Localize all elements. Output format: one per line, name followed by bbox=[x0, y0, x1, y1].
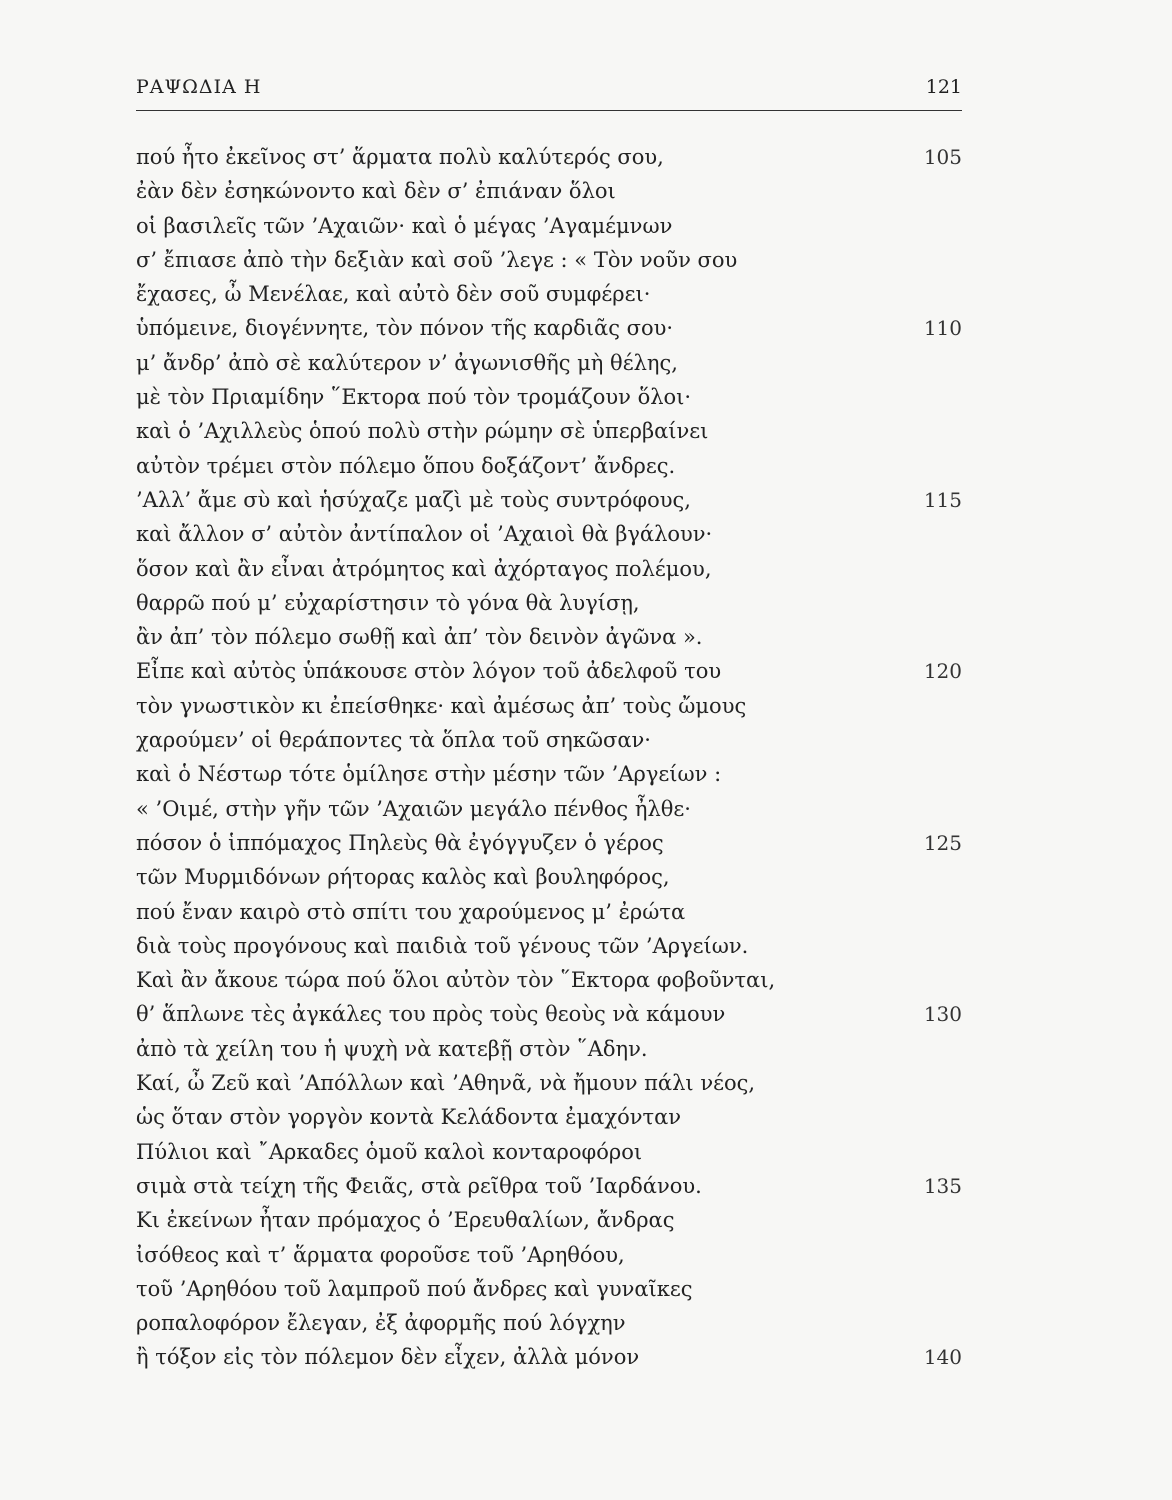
verse-text: Πύλιοι καὶ ῎Αρκαδες ὁμοῦ καλοὶ κονταροφόροι bbox=[136, 1139, 643, 1164]
line-number: 135 bbox=[923, 1173, 962, 1198]
verse-line bbox=[136, 860, 962, 894]
verse-line bbox=[136, 1238, 962, 1272]
verse-text: αὐτὸν τρέμει στὸν πόλεμο ὅπου δοξάζοντ’ ἄνδρες. bbox=[136, 453, 676, 478]
verse-text: ἢ τόξον εἰς τὸν πόλεμον δὲν εἶχεν, ἀλλὰ μόνον bbox=[136, 1345, 640, 1370]
verse-line bbox=[136, 243, 962, 277]
verse-text: τοῦ ’Αρηθόου τοῦ λαμπροῦ πού ἄνδρες καὶ γυναῖκες bbox=[136, 1276, 693, 1301]
verse-block bbox=[136, 140, 962, 1375]
verse-text: Εἶπε καὶ αὐτὸς ὑπάκουσε στὸν λόγον τοῦ ἀδελφοῦ του bbox=[136, 659, 722, 684]
line-number: 120 bbox=[923, 659, 962, 684]
verse-line bbox=[136, 1100, 962, 1134]
verse-text: θ’ ἅπλωνε τὲς ἀγκάλες του πρὸς τοὺς θεοὺς νὰ κάμουν bbox=[136, 1002, 726, 1027]
verse-text: καὶ ὁ ’Αχιλλεὺς ὁπού πολὺ στὴν ρώμην σὲ ὑπερβαίνει bbox=[136, 419, 709, 444]
verse-line bbox=[136, 895, 962, 929]
verse-line bbox=[136, 1169, 962, 1203]
verse-line bbox=[136, 209, 962, 243]
verse-line bbox=[136, 414, 962, 448]
verse-line bbox=[136, 552, 962, 586]
verse-line bbox=[136, 963, 962, 997]
verse-text: σ’ ἔπιασε ἀπὸ τὴν δεξιὰν καὶ σοῦ ’λεγε : « Τὸν νοῦν σου bbox=[136, 247, 738, 272]
verse-line bbox=[136, 346, 962, 380]
verse-text: ἂν ἀπ’ τὸν πόλεμο σωθῇ καὶ ἀπ’ τὸν δεινὸν ἀγῶνα ». bbox=[136, 625, 703, 650]
verse-line bbox=[136, 997, 962, 1031]
verse-line bbox=[136, 929, 962, 963]
header-divider bbox=[136, 110, 962, 111]
verse-line bbox=[136, 757, 962, 791]
verse-text: σιμὰ στὰ τείχη τῆς Φειᾶς, στὰ ρεῖθρα τοῦ ’Ιαρδάνου. bbox=[136, 1173, 702, 1198]
verse-line bbox=[136, 311, 962, 345]
verse-text: ἐὰν δὲν ἐσηκώνοντο καὶ δὲν σ’ ἐπιάναν ὅλοι bbox=[136, 179, 616, 204]
verse-line bbox=[136, 689, 962, 723]
verse-line bbox=[136, 1032, 962, 1066]
line-number: 140 bbox=[923, 1345, 962, 1370]
line-number: 105 bbox=[923, 145, 962, 169]
page-number: 121 bbox=[925, 76, 962, 98]
verse-line bbox=[136, 1203, 962, 1237]
verse-text: τῶν Μυρμιδόνων ρήτορας καλὸς καὶ βουληφόρος, bbox=[136, 865, 670, 890]
line-number: 110 bbox=[923, 316, 962, 341]
chapter-title: ΡΑΨΩΔΙΑ Η bbox=[136, 76, 262, 98]
verse-text: ’Αλλ’ ἄμε σὺ καὶ ἡσύχαζε μαζὶ μὲ τοὺς συντρόφους, bbox=[136, 487, 691, 512]
line-number: 125 bbox=[923, 830, 962, 855]
verse-text: καὶ ὁ Νέστωρ τότε ὁμίλησε στὴν μέσην τῶν ’Αργείων : bbox=[136, 762, 722, 787]
verse-text: ὑπόμεινε, διογέννητε, τὸν πόνον τῆς καρδιᾶς σου· bbox=[136, 316, 674, 341]
verse-text: χαρούμεν’ οἱ θεράποντες τὰ ὅπλα τοῦ σηκῶσαν· bbox=[136, 728, 651, 753]
verse-line bbox=[136, 586, 962, 620]
line-number: 115 bbox=[923, 487, 962, 512]
line-number: 130 bbox=[923, 1002, 962, 1027]
verse-line bbox=[136, 517, 962, 551]
verse-line bbox=[136, 174, 962, 208]
verse-text: πού ἦτο ἐκεῖνος στ’ ἅρματα πολὺ καλύτερός σου, bbox=[136, 145, 664, 169]
verse-text: Καὶ ἂν ἄκουε τώρα πού ὅλοι αὐτὸν τὸν ῞Εκτορα φοβοῦνται, bbox=[136, 968, 776, 993]
verse-text: πού ἔναν καιρὸ στὸ σπίτι του χαρούμενος μ’ ἐρώτα bbox=[136, 899, 686, 924]
verse-line bbox=[136, 654, 962, 688]
verse-line bbox=[136, 723, 962, 757]
verse-text: μὲ τὸν Πριαμίδην ῞Εκτορα πού τὸν τρομάζουν ὅλοι· bbox=[136, 385, 692, 410]
verse-line bbox=[136, 449, 962, 483]
verse-text: πόσον ὁ ἱππόμαχος Πηλεὺς θὰ ἐγόγγυζεν ὁ γέρος bbox=[136, 830, 664, 855]
verse-text: ὅσον καὶ ἂν εἶναι ἀτρόμητος καὶ ἀχόρταγος πολέμου, bbox=[136, 556, 712, 581]
running-header bbox=[136, 76, 962, 104]
verse-text: οἱ βασιλεῖς τῶν ’Αχαιῶν· καὶ ὁ μέγας ’Αγαμέμνων bbox=[136, 213, 673, 238]
verse-text: διὰ τοὺς προγόνους καὶ παιδιὰ τοῦ γένους τῶν ’Αργείων. bbox=[136, 933, 749, 958]
verse-line bbox=[136, 1066, 962, 1100]
verse-line bbox=[136, 826, 962, 860]
verse-line bbox=[136, 380, 962, 414]
verse-text: ἔχασες, ὦ Μενέλαε, καὶ αὐτὸ δὲν σοῦ συμφέρει· bbox=[136, 282, 651, 307]
verse-text: ὡς ὅταν στὸν γοργὸν κοντὰ Κελάδοντα ἐμαχόνταν bbox=[136, 1105, 682, 1130]
verse-text: Κι ἐκείνων ἦταν πρόμαχος ὁ ’Ερευθαλίων, ἄνδρας bbox=[136, 1208, 675, 1233]
verse-line bbox=[136, 792, 962, 826]
verse-text: καὶ ἄλλον σ’ αὐτὸν ἀντίπαλον οἱ ’Αχαιοὶ θὰ βγάλουν· bbox=[136, 522, 713, 547]
verse-text: « ’Οιμέ, στὴν γῆν τῶν ’Αχαιῶν μεγάλο πένθος ἦλθε· bbox=[136, 796, 691, 821]
verse-line bbox=[136, 1340, 962, 1374]
verse-line bbox=[136, 1135, 962, 1169]
verse-line bbox=[136, 1306, 962, 1340]
verse-line bbox=[136, 1272, 962, 1306]
verse-text: τὸν γνωστικὸν κι ἐπείσθηκε· καὶ ἀμέσως ἀπ’ τοὺς ὤμους bbox=[136, 693, 747, 718]
verse-text: ἀπὸ τὰ χείλη του ἡ ψυχὴ νὰ κατεβῇ στὸν ῞Αδην. bbox=[136, 1036, 648, 1061]
verse-text: μ’ ἄνδρ’ ἀπὸ σὲ καλύτερον ν’ ἀγωνισθῆς μὴ θέλης, bbox=[136, 350, 678, 375]
verse-line bbox=[136, 483, 962, 517]
verse-text: ἰσόθεος καὶ τ’ ἅρματα φοροῦσε τοῦ ’Αρηθόου, bbox=[136, 1242, 625, 1267]
verse-line bbox=[136, 140, 962, 174]
verse-line bbox=[136, 620, 962, 654]
verse-text: ροπαλοφόρον ἔλεγαν, ἐξ ἀφορμῆς πού λόγχην bbox=[136, 1311, 626, 1336]
verse-text: Καί, ὦ Ζεῦ καὶ ’Απόλλων καὶ ’Αθηνᾶ, νὰ ἤμουν πάλι νέος, bbox=[136, 1071, 756, 1096]
verse-line bbox=[136, 277, 962, 311]
verse-text: θαρρῶ πού μ’ εὐχαρίστησιν τὸ γόνα θὰ λυγίσῃ, bbox=[136, 590, 640, 615]
